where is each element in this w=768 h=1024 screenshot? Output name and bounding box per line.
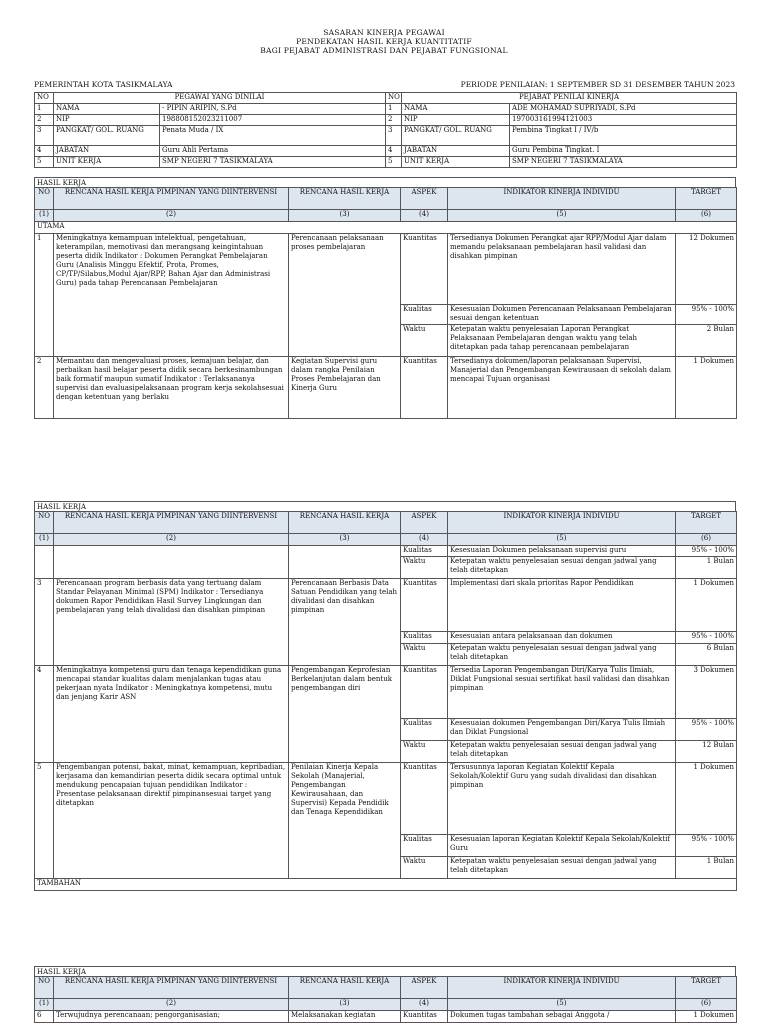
aspek-label: Kuantitas [401,1011,448,1023]
indikator-text: Kesesuaian Dokumen Perencanaan Pelaksanaan Pembelajaran sesuai dengan ketentuan [448,305,676,325]
identity-row-number: 4 [35,146,54,157]
section-utama: UTAMA [35,222,737,234]
identity-row [35,157,737,168]
table-row [35,666,737,719]
row-number: 1 [35,234,54,357]
employee-unit: SMP NEGERI 7 TASIKMALAYA [160,157,386,168]
aspek-label: Kuantitas [401,357,448,419]
aspek-label: Kuantitas [401,234,448,305]
rhk-text: Melaksanakan kegiatan [289,1011,401,1023]
evaluator-position: Guru Pembina Tingkat. I [510,146,737,157]
target-value: 6 Bulan [676,644,737,666]
col-indikator: INDIKATOR KINERJA INDIVIDU [448,977,676,999]
col-rhk: RENCANA HASIL KERJA [289,512,401,534]
rhk-text: Penilaian Kinerja Kepala Sekolah (Manajerial, Pengembangan Kewirausahaan, dan Supervisi) Kepada Pendidik dan Tenaga Kependidikan [289,763,401,879]
indikator-text: Tersedianya Dokumen Perangkat ajar RPP/Modul Ajar dalam memandu pelaksanaan pembelajaran hasil validasi dan disahkan pimpinan [448,234,676,305]
col-index: (4) [401,210,448,222]
col-index: (2) [54,534,289,546]
identity-row-number: 5 [386,157,402,168]
col-rhk-pimpinan: RENCANA HASIL KERJA PIMPINAN YANG DIINTERVENSI [54,188,289,210]
identity-no-header-right: NO [386,93,402,104]
col-index: (2) [54,999,289,1011]
rhk-text: Kegiatan Supervisi guru dalam rangka Penilaian Proses Pembelajaran dan Kinerja Guru [289,357,401,419]
doc-title-line-1: SASARAN KINERJA PEGAWAI [323,28,445,37]
col-indikator: INDIKATOR KINERJA INDIVIDU [448,512,676,534]
aspek-label: Kualitas [401,305,448,325]
rhk-text: Perencanaan Berbasis Data Satuan Pendidikan yang telah divalidasi dan disahkan pimpinan [289,579,401,666]
doc-title-line-3: BAGI PEJABAT ADMINISTRASI DAN PEJABAT FUNGSIONAL [260,46,508,55]
aspek-label: Kuantitas [401,763,448,835]
col-index: (5) [448,210,676,222]
col-index: (1) [35,210,54,222]
col-rhk: RENCANA HASIL KERJA [289,977,401,999]
indikator-text: Ketepatan waktu penyelesaian sesuai dengan jadwal yang telah ditetapkan [448,741,676,763]
identity-row-number: 4 [386,146,402,157]
col-aspek: ASPEK [401,512,448,534]
col-target: TARGET [676,977,737,999]
evaluator-unit: SMP NEGERI 7 TASIKMALAYA [510,157,737,168]
identity-table [34,92,737,168]
rhk-text: Pengembangan Keprofesian Berkelanjutan dalam bentuk pengembangan diri [289,666,401,763]
period-label: PERIODE PENILAIAN: 1 SEPTEMBER SD 31 DESEMBER TAHUN 2023 [460,80,735,89]
section-hasil-kerja: HASIL KERJA [34,501,736,511]
identity-row-number: 3 [35,126,54,146]
performance-table-1 [34,187,737,419]
col-index: (3) [289,999,401,1011]
aspek-label: Kuantitas [401,666,448,719]
identity-row [35,115,737,126]
aspek-label: Waktu [401,325,448,357]
identity-field-nip: NIP [54,115,160,126]
indikator-text: Tersedia Laporan Pengembangan Diri/Karya Tulis Ilmiah, Diklat Fungsional sesuai sertifikat hasil validasi dan disahkan pimpinan [448,666,676,719]
col-target: TARGET [676,188,737,210]
employee-position: Guru Ahli Pertama [160,146,386,157]
aspek-label: Kualitas [401,719,448,741]
target-value: 1 Dokumen [676,357,737,419]
col-target: TARGET [676,512,737,534]
organization-label: PEMERINTAH KOTA TASIKMALAYA [34,80,173,89]
identity-field-unit: UNIT KERJA [54,157,160,168]
row-number: 5 [35,763,54,879]
target-value: 95% - 100% [676,546,737,557]
identity-field-name: NAMA [54,104,160,115]
rhk-pimpinan-text: Memantau dan mengevaluasi proses, kemajuan belajar, dan perbaikan hasil belajar peserta didik secara berkesinambungan baik formatif maupun sumatif Indikator : Terlaksananya supervisi dan evaluasipelaksanaan program kerja sekolahsesuai dengan ketentuan yang berlaku [54,357,289,419]
col-index: (6) [676,534,737,546]
aspek-label: Kuantitas [401,579,448,632]
target-value: 95% - 100% [676,632,737,644]
identity-field-rank: PANGKAT/ GOL. RUANG [54,126,160,146]
table-row [35,763,737,835]
identity-field-position: JABATAN [402,146,510,157]
col-index: (3) [289,210,401,222]
indikator-text: Implementasi dari skala prioritas Rapor Pendidikan [448,579,676,632]
aspek-label: Kualitas [401,632,448,644]
target-value: 1 Bulan [676,857,737,879]
rhk-pimpinan-text: Meningkatnya kompetensi guru dan tenaga kependidikan guna mencapai standar kualitas dalam menjalankan tugas atau pekerjaan nyata Indikator : Meningkatnya kompetensi, mutu dan jenjang Karir ASN [54,666,289,763]
col-rhk: RENCANA HASIL KERJA [289,188,401,210]
identity-row [35,104,737,115]
doc-title-line-2: PENDEKATAN HASIL KERJA KUANTITATIF [296,37,472,46]
identity-row-number: 1 [386,104,402,115]
table-row [35,234,737,305]
evaluator-header: PEJABAT PENILAI KINERJA [402,93,737,104]
col-index: (4) [401,999,448,1011]
evaluator-rank: Pembina Tingkat I / IV/b [510,126,737,146]
evaluator-name: ADE MOHAMAD SUPRIYADI, S.Pd [510,104,737,115]
col-no: NO [35,188,54,210]
identity-row-number: 1 [35,104,54,115]
col-index: (1) [35,534,54,546]
aspek-label: Waktu [401,557,448,579]
aspek-label: Waktu [401,857,448,879]
row-number: 4 [35,666,54,763]
identity-field-unit: UNIT KERJA [402,157,510,168]
identity-row [35,146,737,157]
col-indikator: INDIKATOR KINERJA INDIVIDU [448,188,676,210]
rhk-pimpinan-text: Pengembangan potensi, bakat, minat, kemampuan, kepribadian, kerjasama dan kemandirian peserta didik secara optimal untuk mendukung pencapaian tujuan pendidikan Indikator : Presentase pelaksanaan direktif pimpinansesuai target yang ditetapkan [54,763,289,879]
target-value: 95% - 100% [676,305,737,325]
identity-field-rank: PANGKAT/ GOL. RUANG [402,126,510,146]
col-rhk-pimpinan: RENCANA HASIL KERJA PIMPINAN YANG DIINTERVENSI [54,977,289,999]
col-index: (3) [289,534,401,546]
section-hasil-kerja: HASIL KERJA [34,177,736,187]
identity-row-number: 2 [386,115,402,126]
identity-field-name: NAMA [402,104,510,115]
indikator-text: Ketepatan waktu penyelesaian sesuai dengan jadwal yang telah ditetapkan [448,644,676,666]
col-index: (2) [54,210,289,222]
identity-row-number: 3 [386,126,402,146]
section-hasil-kerja: HASIL KERJA [34,966,736,976]
aspek-label: Waktu [401,644,448,666]
section-tambahan: TAMBAHAN [35,879,737,891]
col-index: (5) [448,999,676,1011]
rhk-pimpinan-text: Perencanaan program berbasis data yang tertuang dalam Standar Pelayanan Minimal (SPM) Indikator : Tersedianya dokumen Rapor Pendidikan Hasil Survey Lingkungan dan pembelajaran yang telah divalidasi dan disahkan pimpinan [54,579,289,666]
target-value: 1 Dokumen [676,763,737,835]
aspek-label: Kualitas [401,835,448,857]
target-value: 12 Dokumen [676,234,737,305]
performance-table-3 [34,976,737,1023]
col-index: (4) [401,534,448,546]
target-value: 95% - 100% [676,719,737,741]
evaluator-nip: 197003161994121003 [510,115,737,126]
employee-nip: 198808152023211007 [160,115,386,126]
aspek-label: Kualitas [401,546,448,557]
employee-name: - PIPIN ARIPIN, S.Pd [160,104,386,115]
target-value: 1 Bulan [676,557,737,579]
target-value: 2 Bulan [676,325,737,357]
aspek-label: Waktu [401,741,448,763]
row-number: 6 [35,1011,54,1023]
col-index: (1) [35,999,54,1011]
identity-field-nip: NIP [402,115,510,126]
indikator-text: Tersedianya dokumen/laporan pelaksanaan Supervisi, Manajerial dan Pengembangan Kewirausaan di sekolah dalam mencapai Tujuan organisasi [448,357,676,419]
identity-row [35,126,737,146]
col-rhk-pimpinan: RENCANA HASIL KERJA PIMPINAN YANG DIINTERVENSI [54,512,289,534]
indikator-text: Ketepatan waktu penyelesaian sesuai dengan jadwal yang telah ditetapkan [448,857,676,879]
table-row [35,546,737,557]
col-aspek: ASPEK [401,188,448,210]
row-number: 3 [35,579,54,666]
identity-row-number: 5 [35,157,54,168]
employee-rank: Penata Muda / IX [160,126,386,146]
target-value: 3 Dokumen [676,666,737,719]
col-aspek: ASPEK [401,977,448,999]
indikator-text: Tersusunnya laporan Kegiatan Kolektif Kepala Sekolah/Kolektif Guru yang sudah divalidasi dan disahkan pimpinan [448,763,676,835]
performance-table-2 [34,511,737,891]
col-index: (6) [676,999,737,1011]
col-no: NO [35,512,54,534]
indikator-text: Ketepatan waktu penyelesaian Laporan Perangkat Pelaksanaan Pembelajaran dengan waktu yang telah ditetapkan pada tahap perencanaan pembelajaran [448,325,676,357]
indikator-text: Kesesuaian dokumen Pengembangan Diri/Karya Tulis Ilmiah dan Diklat Fungsional [448,719,676,741]
indikator-text: Kesesuaian antara pelaksanaan dan dokumen [448,632,676,644]
col-index: (6) [676,210,737,222]
table-row [35,579,737,632]
col-no: NO [35,977,54,999]
evaluated-employee-header: PEGAWAI YANG DINILAI [54,93,386,104]
col-index: (5) [448,534,676,546]
target-value: 95% - 100% [676,835,737,857]
identity-no-header-left: NO [35,93,54,104]
indikator-text: Dokumen tugas tambahan sebagai Anggota / [448,1011,676,1023]
indikator-text: Kesesuaian Dokumen pelaksanaan supervisi guru [448,546,676,557]
row-number: 2 [35,357,54,419]
target-value: 1 Dokumen [676,1011,737,1023]
target-value: 12 Bulan [676,741,737,763]
indikator-text: Ketepatan waktu penyelesaian sesuai dengan jadwal yang telah ditetapkan [448,557,676,579]
rhk-text: Perencanaan pelaksanaan proses pembelajaran [289,234,401,357]
indikator-text: Kesesuaian laporan Kegiatan Kolektif Kepala Sekolah/Kolektif Guru [448,835,676,857]
table-row [35,1011,737,1023]
identity-row-number: 2 [35,115,54,126]
identity-field-position: JABATAN [54,146,160,157]
table-row [35,357,737,419]
target-value: 1 Dokumen [676,579,737,632]
rhk-pimpinan-text: Meningkatnya kemampuan intelektual, pengetahuan, keterampilan, memotivasi dan merangsang keingintahuan peserta didik Indikator : Dokumen Perangkat Pembelajaran Guru (Analisis Minggu Efektif, Prota, Promes, CP/TP/Silabus,Modul Ajar/RPP, Bahan Ajar dan Administrasi Guru) pada tahap Perencanaan Pembelajaran [54,234,289,357]
rhk-pimpinan-text: Terwujudnya perencanaan; pengorganisasian; [54,1011,289,1023]
